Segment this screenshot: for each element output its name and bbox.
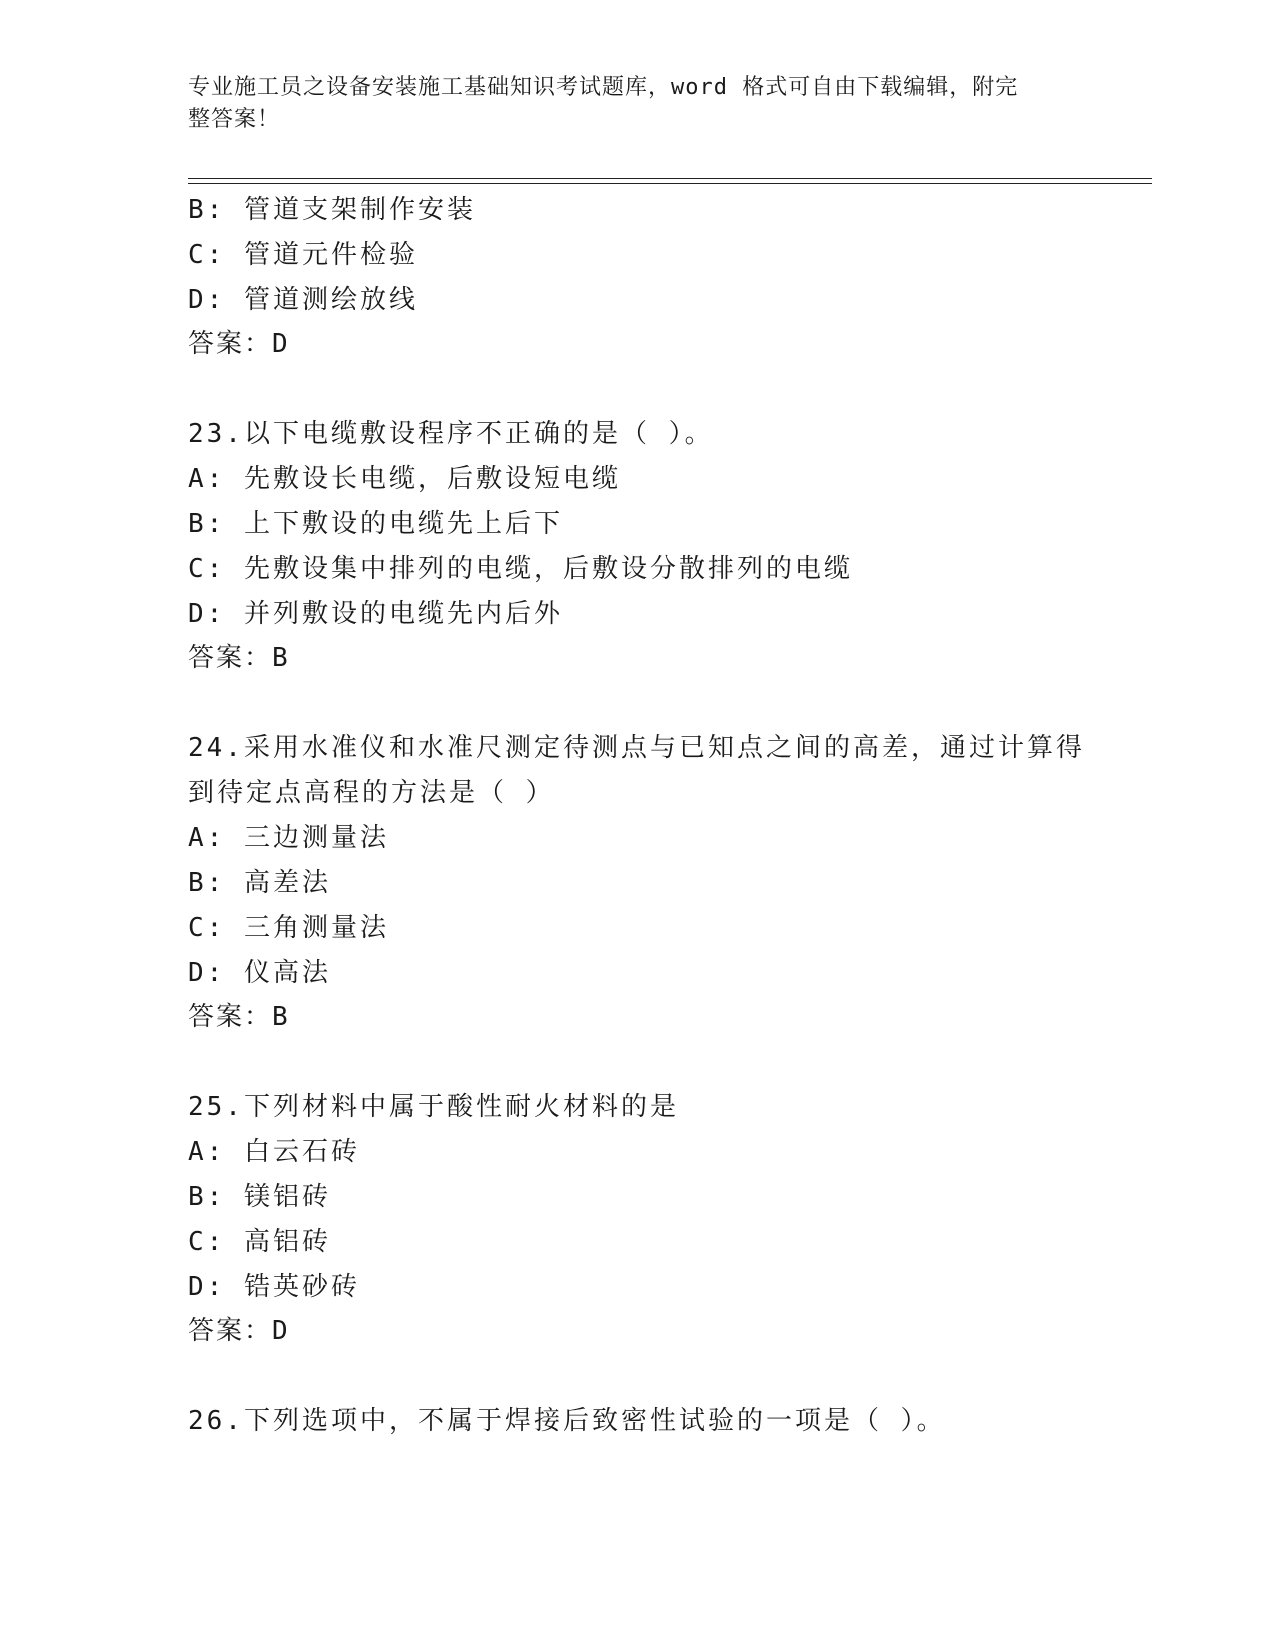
- option-d: D: 仪高法: [188, 958, 331, 988]
- answer-line: 答案：D: [188, 1316, 290, 1346]
- option-c: C: 高铝砖: [188, 1227, 331, 1257]
- question-stem: 24.采用水准仪和水准尺测定待测点与已知点之间的高差，通过计算得: [188, 733, 1085, 763]
- option-a: A: 白云石砖: [188, 1137, 360, 1167]
- option-d: D: 锆英砂砖: [188, 1272, 360, 1302]
- header-rule-top: [188, 178, 1152, 179]
- option-d: D: 并列敷设的电缆先内后外: [188, 599, 563, 629]
- option-d: D: 管道测绘放线: [188, 285, 418, 315]
- option-a: A: 先敷设长电缆，后敷设短电缆: [188, 464, 621, 494]
- option-c: C: 三角测量法: [188, 913, 389, 943]
- answer-line: 答案：B: [188, 643, 290, 673]
- question-stem: 23.以下电缆敷设程序不正确的是（ ）。: [188, 419, 714, 449]
- question-stem-continued: 到待定点高程的方法是（ ）: [188, 778, 555, 808]
- answer-line: 答案：B: [188, 1002, 290, 1032]
- answer-line: 答案：D: [188, 329, 290, 359]
- option-b: B: 管道支架制作安装: [188, 195, 476, 225]
- header-line-2: 整答案！: [188, 107, 281, 132]
- option-c: C: 先敷设集中排列的电缆，后敷设分散排列的电缆: [188, 554, 853, 584]
- option-b: B: 高差法: [188, 868, 331, 898]
- question-stem: 25.下列材料中属于酸性耐火材料的是: [188, 1092, 679, 1122]
- option-a: A: 三边测量法: [188, 823, 389, 853]
- option-c: C: 管道元件检验: [188, 240, 418, 270]
- option-b: B: 镁铝砖: [188, 1182, 331, 1212]
- header-rule-bottom: [188, 183, 1152, 184]
- header-line-1: 专业施工员之设备安装施工基础知识考试题库，word 格式可自由下载编辑，附完: [188, 75, 1019, 100]
- document-header: [188, 72, 1088, 136]
- question-stem: 26.下列选项中，不属于焊接后致密性试验的一项是（ ）。: [188, 1406, 946, 1436]
- option-b: B: 上下敷设的电缆先上后下: [188, 509, 563, 539]
